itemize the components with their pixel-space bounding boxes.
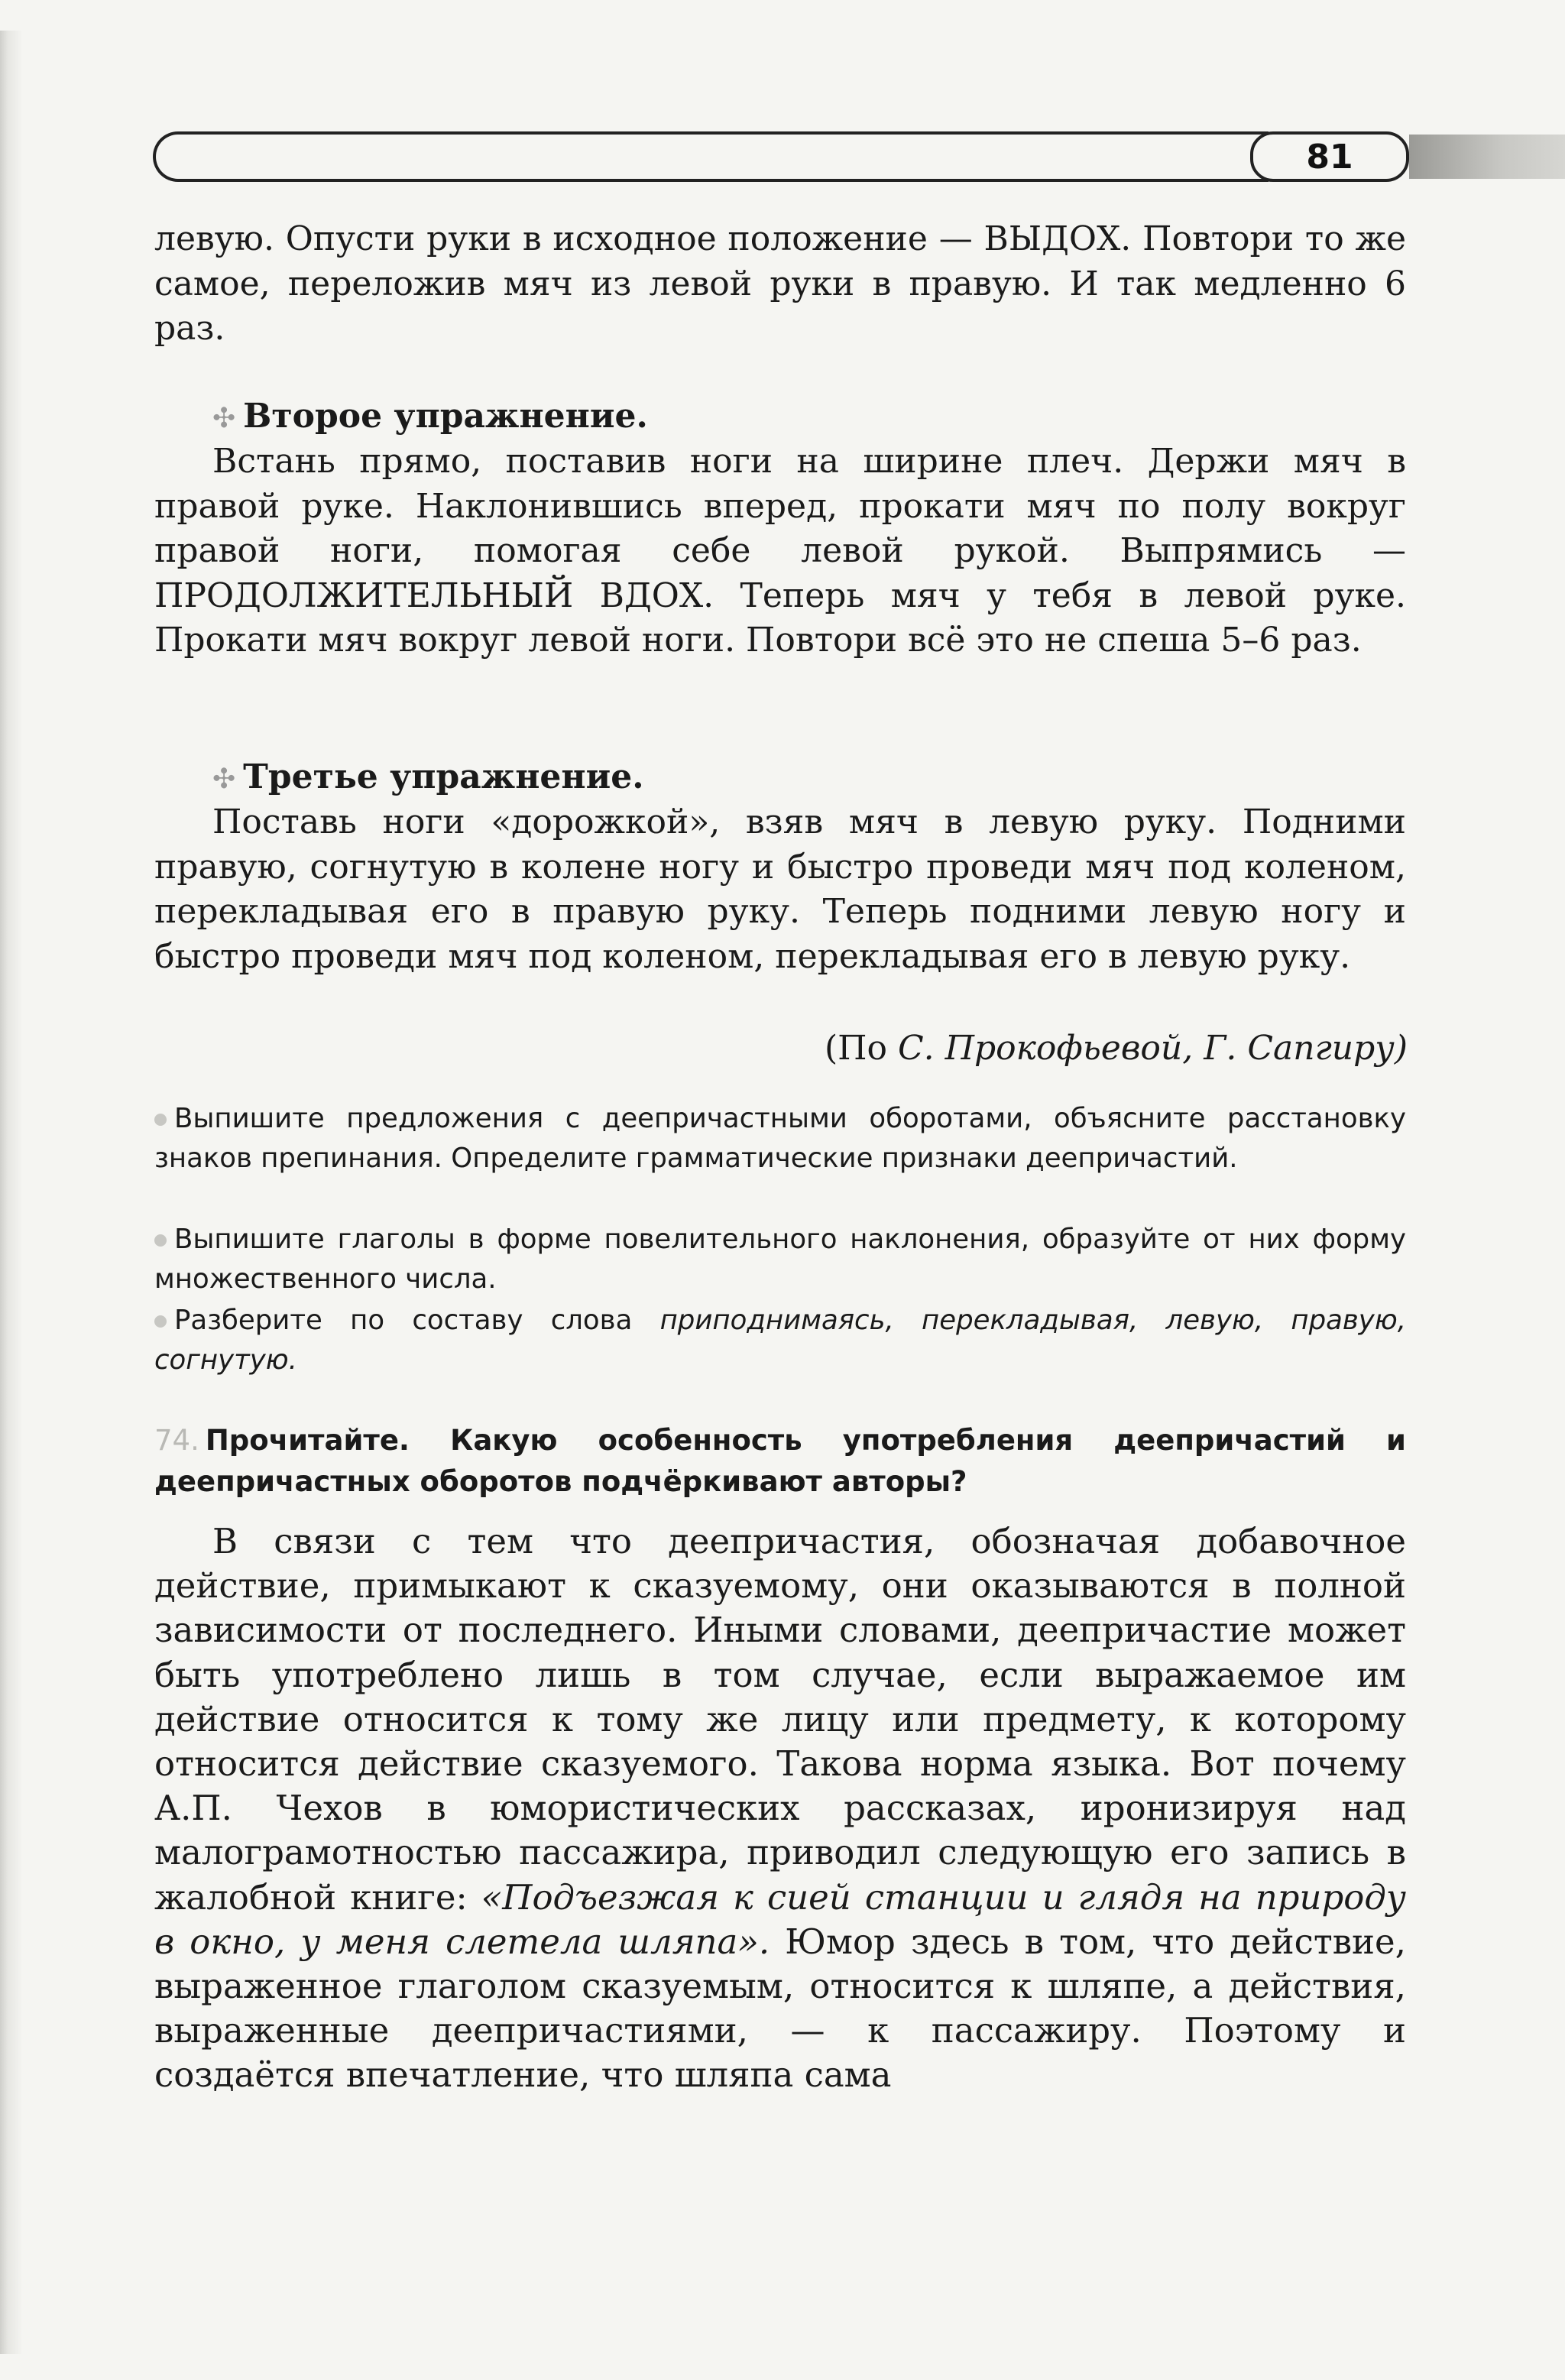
task-3 xyxy=(154,1301,1406,1380)
exercise-3-text: Поставь ноги «дорожкой», взяв мяч в левую руку. Подними правую, согнутую в колене ногу и быстро проведи мяч под коленом, перекладывая его в правую руку. Теперь подними левую ногу и быстро проведи мяч под коленом, перекладывая его в левую руку. xyxy=(154,803,1406,976)
exercise-3-title xyxy=(212,755,644,802)
header-rule xyxy=(153,131,1269,182)
header-tab xyxy=(1409,135,1565,179)
star-bullet-icon: ✣ xyxy=(212,403,236,434)
exercise-74-text-part1: В связи с тем что деепричастия, обозначая добавочное действие, примыкают к сказуемому, они оказываются в полной зависимости от последнего. Иными словами, деепричастие может быть употреблено лишь в том случае, если выражаемое им действие относится к тому же лицу или предмету, к которому относится действие сказуемого. Такова норма языка. Вот почему А.П. Чехов в юмористических рассказах, иронизируя над малограмотностью пассажира, приводил следующую его запись в жалобной книге: xyxy=(154,1521,1406,1918)
task-2-text: Выпишите глаголы в форме повелительного наклонения, образуйте от них форму множественного числа. xyxy=(154,1224,1406,1295)
exercise-number: 74. xyxy=(154,1424,199,1457)
star-bullet-icon: ✣ xyxy=(212,764,236,795)
exercise-74-text xyxy=(154,1519,1406,2098)
task-3-text: Разберите по составу слова xyxy=(174,1305,660,1336)
intro-paragraph: левую. Опусти руки в исходное положение — ВЫДОХ. Повтори то же самое, переложив мяч из левой руки в правую. И так медленно 6 раз. xyxy=(154,219,1406,348)
exercise-74-heading-text: Прочитайте. Какую особенность употребления деепричастий и деепричастных оборотов подчёркивают авторы? xyxy=(154,1424,1406,1498)
bullet-icon xyxy=(154,1114,167,1126)
bullet-icon xyxy=(154,1234,167,1247)
attribution-authors: С. Прокофьевой, Г. Сапгиру) xyxy=(897,1029,1408,1068)
attribution xyxy=(825,1026,1408,1071)
task-1-text: Выпишите предложения с деепричастными оборотами, объясните расстановку знаков препинания. Определите грамматические признаки деепричастий. xyxy=(154,1103,1406,1174)
bullet-icon xyxy=(154,1315,167,1328)
exercise-74-text-part2: Юмор здесь в том, что действие, выраженное глаголом сказуемым, относится к шляпе, а действия, выраженные деепричастиями, — к пассажиру. Поэтому и создаётся впечатление, что шляпа сама xyxy=(154,1921,1406,2096)
chekhov-quote: «Подъезжая к сией станции и глядя на природу в окно, у меня слетела шляпа». xyxy=(154,1876,1406,1962)
task-3-words: приподнимаясь, перекладывая, левую, правую, согнутую. xyxy=(154,1305,1406,1376)
exercise-74-heading xyxy=(154,1420,1406,1503)
exercise-2-title-text: Второе упражнение. xyxy=(243,397,648,436)
page-edge-shadow xyxy=(0,31,23,2354)
exercise-3-title-text: Третье упражнение. xyxy=(243,757,644,796)
exercise-2-title xyxy=(212,394,648,441)
exercise-2-text: Встань прямо, поставив ноги на ширине плеч. Держи мяч в правой руке. Наклонившись вперед, прокати мяч по полу вокруг правой ноги, помогая себе левой рукой. Выпрямись — ПРОДОЛЖИТЕЛЬНЫЙ ВДОХ. Теперь мяч у тебя в левой руке. Прокати мяч вокруг левой ноги. Повтори всё это не спеша 5–6 раз. xyxy=(154,442,1406,660)
task-2 xyxy=(154,1220,1406,1299)
attribution-prefix: (По xyxy=(824,1029,898,1068)
page-number: 81 xyxy=(1250,131,1409,182)
task-1 xyxy=(154,1099,1406,1179)
